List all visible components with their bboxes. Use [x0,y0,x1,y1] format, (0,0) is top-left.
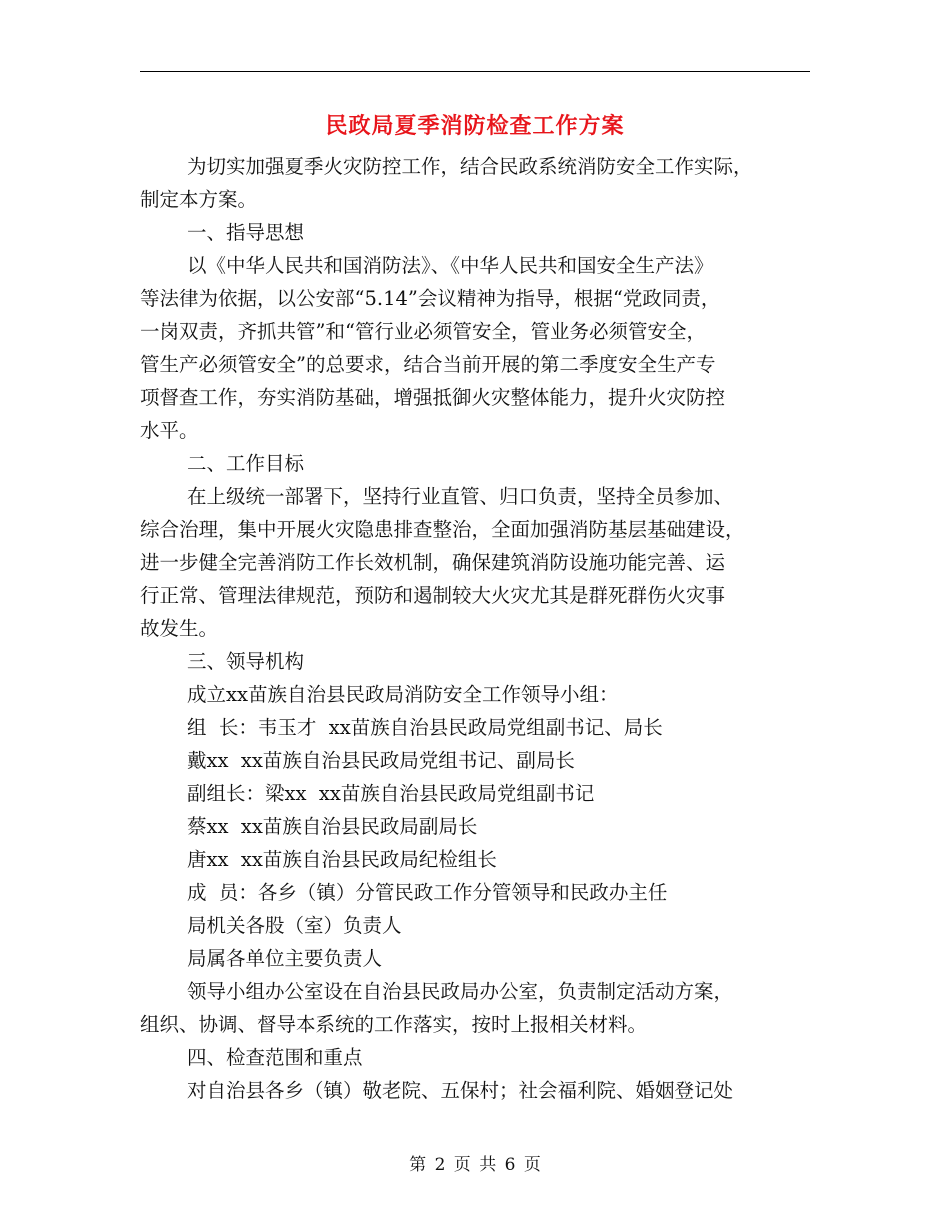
paragraph-line: 对自治县各乡（镇）敬老院、五保村；社会福利院、婚姻登记处 [187,1079,734,1102]
header-rule [140,71,810,72]
paragraph-line: 一岗双责，齐抓共管”和“管行业必须管安全，管业务必须管安全， [140,320,706,343]
member-line: 局属各单位主要负责人 [187,947,383,970]
section-heading: 二、工作目标 [187,452,305,475]
member-line: 副组长：梁xx xx苗族自治县民政局党组副书记 [187,782,595,805]
document-title: 民政局夏季消防检查工作方案 [325,113,625,139]
paragraph-line: 等法律为依据，以公安部“5.14”会议精神为指导，根据“党政同责， [140,287,721,310]
paragraph-line: 领导小组办公室设在自治县民政局办公室，负责制定活动方案， [187,980,734,1003]
paragraph-line: 进一步健全完善消防工作长效机制，确保建筑消防设施功能完善、运 [140,551,726,574]
paragraph-line: 为切实加强夏季火灾防控工作，结合民政系统消防安全工作实际， [187,155,753,178]
member-line: 唐xx xx苗族自治县民政局纪检组长 [187,848,497,871]
paragraph-line: 项督查工作，夯实消防基础，增强抵御火灾整体能力，提升火灾防控 [140,386,726,409]
member-line: 局机关各股（室）负责人 [187,914,402,937]
paragraph-line: 制定本方案。 [140,188,258,211]
paragraph-line: 组织、协调、督导本系统的工作落实，按时上报相关材料。 [140,1013,648,1036]
paragraph-line: 故发生。 [140,617,219,640]
paragraph-line: 行正常、管理法律规范，预防和遏制较大火灾尤其是群死群伤火灾事 [140,584,726,607]
member-line: 组 长：韦玉才 xx苗族自治县民政局党组副书记、局长 [187,716,663,739]
paragraph-line: 水平。 [140,419,199,442]
section-heading: 一、指导思想 [187,221,305,244]
paragraph-line: 管生产必须管安全”的总要求，结合当前开展的第二季度安全生产专 [140,353,716,376]
member-line: 戴xx xx苗族自治县民政局党组书记、副局长 [187,749,575,772]
section-heading: 四、检查范围和重点 [187,1046,363,1069]
section-heading: 三、领导机构 [187,650,305,673]
member-line: 成 员：各乡（镇）分管民政工作分管领导和民政办主任 [187,881,668,904]
page-number-footer: 第 2 页 共 6 页 [409,1155,541,1175]
paragraph-line: 综合治理，集中开展火灾隐患排查整治，全面加强消防基层基础建设， [140,518,745,541]
member-line: 蔡xx xx苗族自治县民政局副局长 [187,815,478,838]
document-body [140,150,810,1107]
paragraph-line: 成立xx苗族自治县民政局消防安全工作领导小组： [187,683,619,706]
paragraph-line: 以《中华人民共和国消防法》、《中华人民共和国安全生产法》 [187,254,714,277]
paragraph-line: 在上级统一部署下，坚持行业直管、归口负责，坚持全员参加、 [187,485,734,508]
